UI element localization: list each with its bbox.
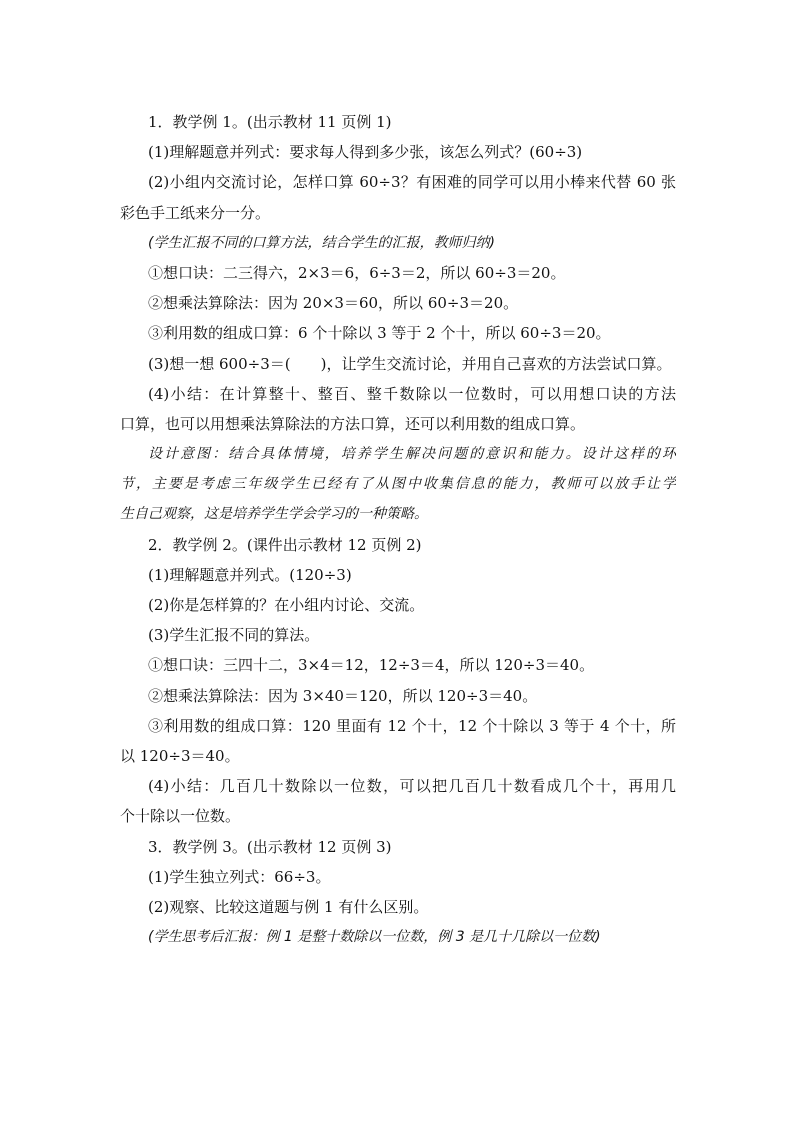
paragraph-line: (4)小结：在计算整十、整百、整千数除以一位数时，可以用想口诀的方法 <box>148 384 676 403</box>
paragraph-line: (3)学生汇报不同的算法。 <box>148 626 320 645</box>
teacher-note: (学生思考后汇报：例 1 是整十数除以一位数，例 3 是几十几除以一位数) <box>148 929 601 946</box>
paragraph-line: ①想口诀：三四十二，3×4＝12，12÷3＝4，所以 120÷3＝40。 <box>148 656 595 675</box>
paragraph-line: ②想乘法算除法：因为 20×3＝60，所以 60÷3＝20。 <box>148 294 519 313</box>
paragraph-line: (1)理解题意并列式。(120÷3) <box>148 565 352 584</box>
paragraph-line: (2)观察、比较这道题与例 1 有什么区别。 <box>148 897 429 916</box>
document-body <box>120 107 676 952</box>
paragraph-line: (2)你是怎样算的？在小组内讨论、交流。 <box>148 596 425 614</box>
design-intent-line: 设计意图：结合具体情境，培养学生解决问题的意识和能力。设计这样的环 <box>148 446 676 463</box>
teacher-note: (学生汇报不同的口算方法，结合学生的汇报，教师归纳) <box>148 234 495 251</box>
paragraph-line: ③利用数的组成口算：6 个十除以 3 等于 2 个十，所以 60÷3＝20。 <box>148 324 611 343</box>
paragraph-line: ②想乘法算除法：因为 3×40＝120，所以 120÷3＝40。 <box>148 686 538 705</box>
paragraph-line: 口算，也可以用想乘法算除法的方法口算，还可以利用数的组成口算。 <box>120 414 586 433</box>
example-3-heading: 3．教学例 3。(出示教材 12 页例 3) <box>148 837 392 856</box>
paragraph-line: (1)理解题意并列式：要求每人得到多少张，该怎么列式？(60÷3) <box>148 143 583 162</box>
paragraph-line: 彩色手工纸来分一分。 <box>120 203 271 222</box>
paragraph-line: 个十除以一位数。 <box>120 807 241 826</box>
example-2-heading: 2．教学例 2。(课件出示教材 12 页例 2) <box>148 535 422 554</box>
paragraph-line: (4)小结：几百几十数除以一位数，可以把几百几十数看成几个十，再用几 <box>148 777 676 796</box>
paragraph-line: (1)学生独立列式：66÷3。 <box>148 867 331 886</box>
paragraph-line: ③利用数的组成口算：120 里面有 12 个十，12 个十除以 3 等于 4 个十，所 <box>148 716 676 735</box>
paragraph-line: (3)想一想 600÷3＝( )，让学生交流讨论，并用自己喜欢的方法尝试口算。 <box>148 354 672 373</box>
paragraph-line: ①想口诀：二三得六，2×3＝6，6÷3＝2，所以 60÷3＝20。 <box>148 263 566 282</box>
design-intent-line: 生自己观察，这是培养学生学会学习的一种策略。 <box>120 506 428 523</box>
example-1-heading: 1．教学例 1。(出示教材 11 页例 1) <box>148 113 392 131</box>
design-intent-line: 节，主要是考虑三年级学生已经有了从图中收集信息的能力，教师可以放手让学 <box>120 476 676 493</box>
paragraph-line: 以 120÷3＝40。 <box>120 746 240 765</box>
paragraph-line: (2)小组内交流讨论，怎样口算 60÷3？有困难的同学可以用小棒来代替 60 张 <box>148 173 676 192</box>
